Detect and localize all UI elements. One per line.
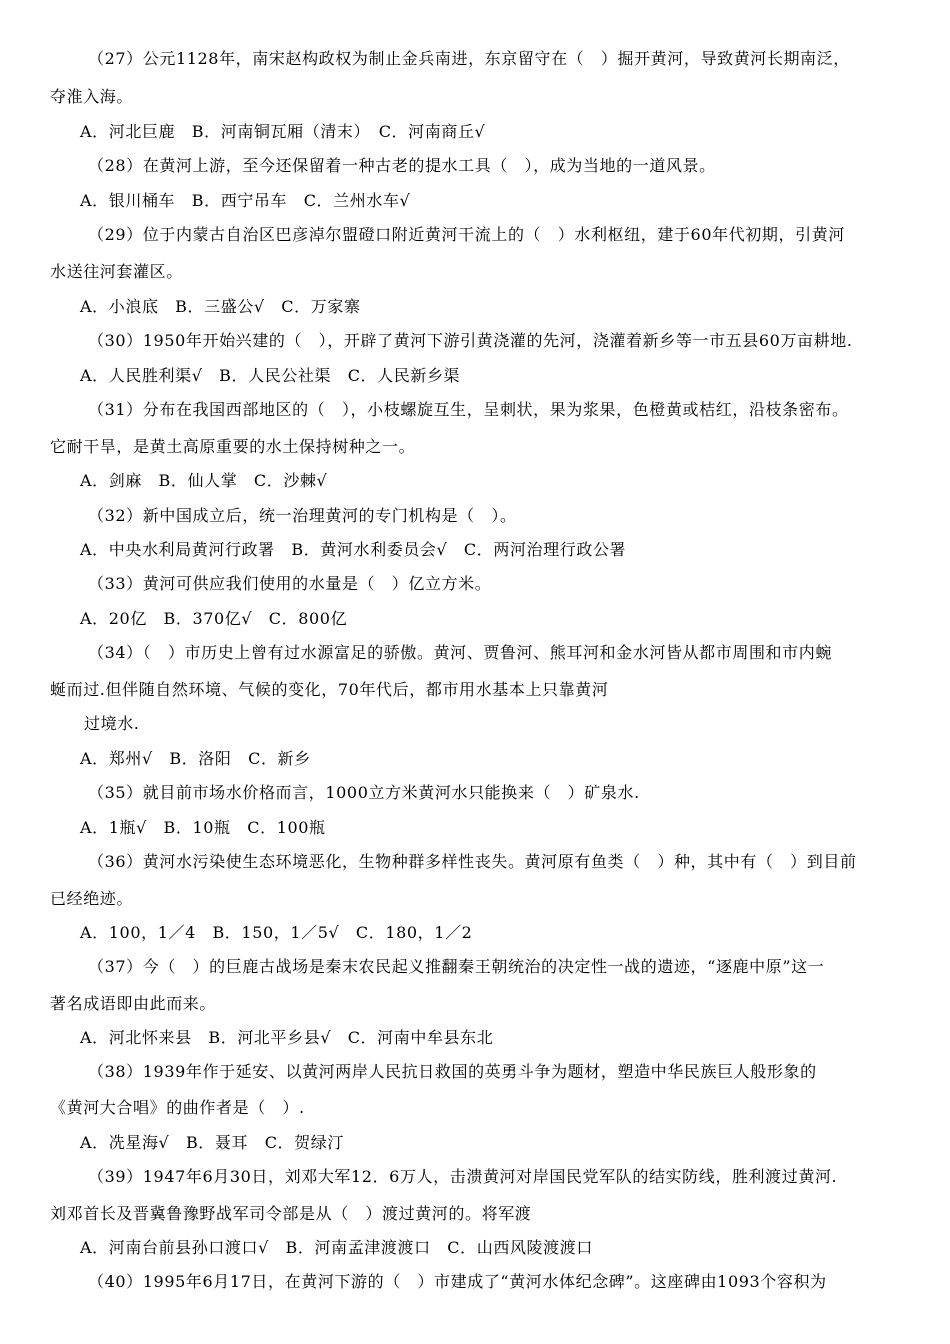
question-36-text-continued: 已经绝迹。 <box>50 889 134 908</box>
question-29-options: A．小浪底 B．三盛公√ C．万家寨 <box>80 297 361 316</box>
question-34-text-continued: 蜒而过.但伴随自然环境、气候的变化，70年代后，都市用水基本上只靠黄河 <box>50 680 609 699</box>
question-39-text: （39）1947年6月30日，刘邓大军12．6万人，击溃黄河对岸国民党军队的结实防线，胜利渡过黄河. <box>88 1167 838 1186</box>
question-31-options: A．剑麻 B．仙人掌 C．沙棘√ <box>80 471 328 490</box>
question-34-text: （34）（ ）市历史上曾有过水源富足的骄傲。黄河、贾鲁河、熊耳河和金水河皆从都市周围和市内蜿 <box>88 643 832 662</box>
question-32-text: （32）新中国成立后，统一治理黄河的专门机构是（ ）。 <box>88 506 517 525</box>
question-34-text-continued-2: 过境水. <box>84 714 140 733</box>
question-38-text: （38）1939年作于延安、以黄河两岸人民抗日救国的英勇斗争为题材，塑造中华民族巨人般形象的 <box>88 1062 817 1081</box>
question-33-text: （33）黄河可供应我们使用的水量是（ ）亿立方米。 <box>88 574 492 593</box>
question-35-text: （35）就目前市场水价格而言，1000立方米黄河水只能换来（ ）矿泉水. <box>88 783 640 802</box>
question-32-options: A．中央水利局黄河行政署 B．黄河水利委员会√ C．两河治理行政公署 <box>80 540 627 559</box>
question-39-text-continued: 刘邓首长及晋冀鲁豫野战军司令部是从（ ）渡过黄河的。将军渡 <box>50 1204 532 1223</box>
question-30-text: （30）1950年开始兴建的（ ），开辟了黄河下游引黄浇灌的先河，浇灌着新乡等一市五县60万亩耕地. <box>88 331 853 350</box>
question-35-options: A．1瓶√ B．10瓶 C．100瓶 <box>80 818 326 837</box>
question-31-text-continued: 它耐干旱，是黄土高原重要的水土保持树种之一。 <box>50 437 416 456</box>
question-40-text: （40）1995年6月17日，在黄河下游的（ ）市建成了“黄河水体纪念碑”。这座碑由1093个容积为 <box>88 1272 827 1291</box>
question-37-options: A．河北怀来县 B．河北平乡县√ C．河南中牟县东北 <box>80 1028 494 1047</box>
question-34-options: A．郑州√ B．洛阳 C．新乡 <box>80 749 311 768</box>
question-27-options: A．河北巨鹿 B．河南铜瓦厢（清末） C．河南商丘√ <box>80 122 486 141</box>
question-30-options: A．人民胜利渠√ B．人民公社渠 C．人民新乡渠 <box>80 366 461 385</box>
question-33-options: A．20亿 B．370亿√ C．800亿 <box>80 609 348 628</box>
question-29-text: （29）位于内蒙古自治区巴彦淖尔盟磴口附近黄河干流上的（ ）水利枢纽，建于60年代初期，引黄河 <box>88 225 845 244</box>
question-36-text: （36）黄河水污染使生态环境恶化，生物种群多样性丧失。黄河原有鱼类（ ）种，其中有（ ）到目前 <box>88 852 857 871</box>
question-38-text-continued: 《黄河大合唱》的曲作者是（ ）. <box>50 1098 305 1117</box>
question-31-text: （31）分布在我国西部地区的（ ），小枝螺旋互生，呈刺状，果为浆果，色橙黄或桔红，沿枝条密布。 <box>88 400 849 419</box>
question-39-options: A．河南台前县孙口渡口√ B．河南孟津渡渡口 C．山西风陵渡渡口 <box>80 1238 593 1257</box>
question-28-options: A．银川桶车 B．西宁吊车 C．兰州水车√ <box>80 191 411 210</box>
question-37-text-continued: 著名成语即由此而来。 <box>50 994 217 1013</box>
question-27-text: （27）公元1128年，南宋赵构政权为制止金兵南进，东京留守在（ ）掘开黄河，导致黄河长期南泛， <box>88 49 850 68</box>
question-36-options: A．100，1／4 B．150，1／5√ C．180，1／2 <box>80 923 473 942</box>
question-29-text-continued: 水送往河套灌区。 <box>50 262 183 281</box>
question-38-options: A．冼星海√ B．聂耳 C．贺绿汀 <box>80 1133 344 1152</box>
question-28-text: （28）在黄河上游，至今还保留着一种古老的提水工具（ ），成为当地的一道风景。 <box>88 156 716 175</box>
question-37-text: （37）今（ ）的巨鹿古战场是秦末农民起义推翻秦王朝统治的决定性一战的遗迹，“逐鹿中原”这一 <box>88 957 825 976</box>
question-27-text-continued: 夺淮入海。 <box>50 87 134 106</box>
